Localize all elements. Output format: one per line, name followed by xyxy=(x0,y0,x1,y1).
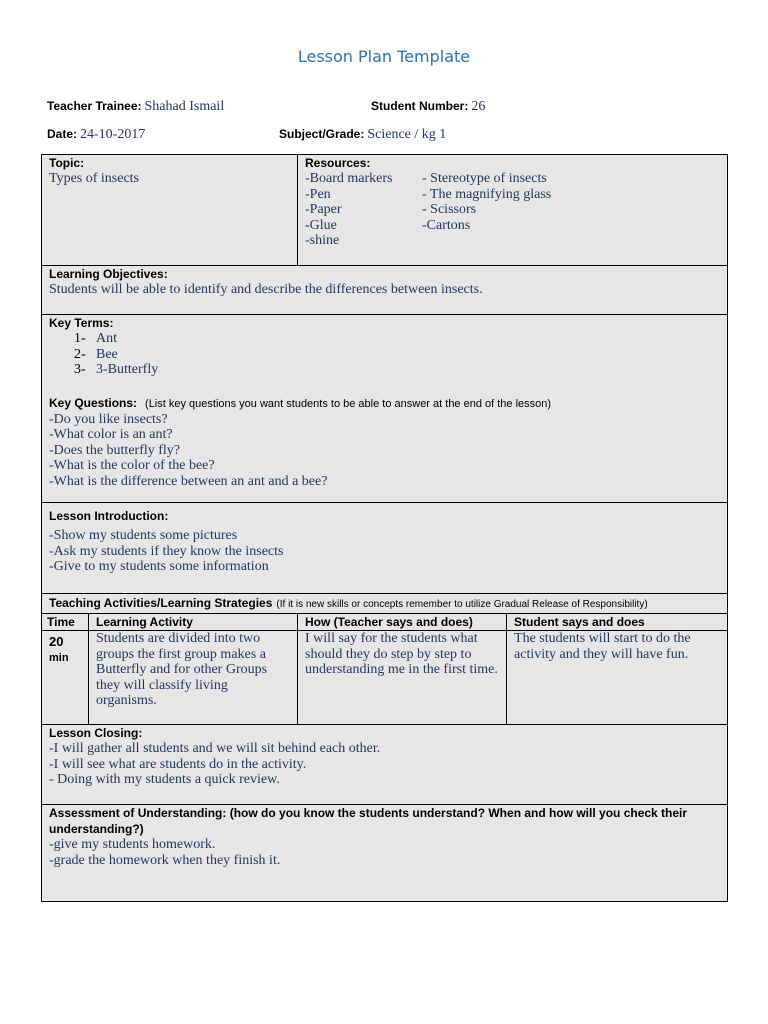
closing-item: -I will gather all students and we will sit behind each other. xyxy=(49,741,381,756)
key-term-number: 3- xyxy=(74,362,86,377)
key-term-text: 3-Butterfly xyxy=(96,362,159,377)
activities-label: Teaching Activities/Learning Strategies xyxy=(49,596,273,610)
resource-row xyxy=(305,218,720,234)
key-question-item: -What color is an ant? xyxy=(49,427,173,442)
resource-item: -Board markers xyxy=(305,171,393,186)
assessment-list xyxy=(49,837,720,868)
column-header-learning-activity: Learning Activity xyxy=(89,614,298,631)
assessment-cell xyxy=(42,805,728,902)
resource-row xyxy=(305,171,720,187)
introduction-label: Lesson Introduction: xyxy=(49,509,169,523)
key-questions-note: (List key questions you want students to be able to answer at the end of the lesson) xyxy=(145,397,552,410)
topic-cell xyxy=(42,155,298,266)
page-title: Lesson Plan Template xyxy=(297,47,471,66)
key-question-item: -What is the difference between an ant and a bee? xyxy=(49,473,328,489)
student-activity-cell: The students will start to do the activity and they will have fun. xyxy=(507,631,728,725)
student-number-label: Student Number: xyxy=(371,99,469,113)
introduction-row xyxy=(42,503,728,594)
key-term-text: Bee xyxy=(96,346,118,362)
topic-value: Types of insects xyxy=(49,171,140,186)
closing-cell xyxy=(42,725,728,805)
introduction-item: -Show my students some pictures xyxy=(49,528,238,543)
resource-item: -Paper xyxy=(305,202,342,217)
resource-item: - Scissors xyxy=(422,202,477,217)
closing-list xyxy=(49,741,720,788)
resources-cell xyxy=(298,155,728,266)
topic-label: Topic: xyxy=(49,156,85,170)
key-term-number: 1- xyxy=(74,331,86,346)
activities-note: (If it is new skills or concepts remember to utilize Gradual Release of Responsibility) xyxy=(276,599,648,610)
introduction-item: -Ask my students if they know the insects xyxy=(49,543,284,559)
student-number-value: 26 xyxy=(471,99,486,114)
key-question-item: -What is the color of the bee? xyxy=(49,458,215,473)
key-questions-list xyxy=(49,412,720,490)
key-term-item xyxy=(74,331,720,347)
activities-row xyxy=(42,631,728,725)
key-question-item: -Does the butterfly fly? xyxy=(49,442,181,458)
column-header-time: Time xyxy=(42,614,89,631)
objectives-label: Learning Objectives: xyxy=(49,267,168,281)
key-terms-label: Key Terms: xyxy=(49,316,114,330)
key-term-text: Ant xyxy=(96,331,117,346)
column-header-student: Student says and does xyxy=(507,614,728,631)
key-question-item: -Do you like insects? xyxy=(49,411,168,427)
resource-row xyxy=(305,233,720,249)
resources-label: Resources: xyxy=(305,156,371,170)
teacher-trainee-value: Shahad Ismail xyxy=(144,99,225,114)
key-terms-cell xyxy=(42,315,728,503)
resource-item: - The magnifying glass xyxy=(422,186,552,202)
key-term-number: 2- xyxy=(74,346,86,362)
date-label: Date: xyxy=(47,127,78,141)
closing-label: Lesson Closing: xyxy=(49,726,143,740)
key-questions-label: Key Questions: xyxy=(49,395,138,410)
activities-columns-row xyxy=(42,614,728,631)
teacher-trainee-field xyxy=(47,99,224,115)
introduction-item: -Give to my students some information xyxy=(49,559,269,574)
closing-item: -I will see what are students do in the activity. xyxy=(49,756,307,772)
student-number-field xyxy=(371,99,485,115)
activity-time-unit: min xyxy=(49,652,69,664)
resources-list xyxy=(305,171,720,249)
subject-grade-field xyxy=(279,127,446,143)
key-questions-heading xyxy=(49,394,720,412)
resource-item: - Stereotype of insects xyxy=(422,171,547,186)
activity-time-value: 20 xyxy=(49,634,64,649)
resource-item: -Pen xyxy=(305,186,331,202)
resource-item: -shine xyxy=(305,233,340,248)
resource-row xyxy=(305,202,720,218)
resource-item: -Glue xyxy=(305,217,337,233)
subject-grade-label: Subject/Grade: xyxy=(279,127,365,141)
resource-item: -Cartons xyxy=(422,217,471,233)
introduction-list xyxy=(49,528,720,575)
teacher-trainee-label: Teacher Trainee: xyxy=(47,99,142,113)
objectives-text: Students will be able to identify and describe the differences between insects. xyxy=(49,282,483,297)
activity-time-cell xyxy=(42,631,89,725)
teacher-activity-cell: I will say for the students what should they do step by step to understanding me in the first time. xyxy=(298,631,507,725)
activities-heading-cell xyxy=(42,594,728,614)
assessment-item: -grade the homework when they finish it. xyxy=(49,852,281,868)
assessment-row xyxy=(42,805,728,902)
topic-resources-row xyxy=(42,155,728,266)
key-term-item xyxy=(74,362,720,378)
key-term-item xyxy=(74,347,720,363)
objectives-row xyxy=(42,266,728,315)
learning-activity-cell: Students are divided into two groups the first group makes a Butterfly and for other Groups they will classify living organisms. xyxy=(89,631,298,725)
introduction-cell xyxy=(42,503,728,594)
closing-item: - Doing with my students a quick review. xyxy=(49,772,280,787)
assessment-label: Assessment of Understanding: (how do you know the students understand? When and how will you check their understanding?) xyxy=(49,806,688,836)
key-terms-row xyxy=(42,315,728,503)
key-terms-list xyxy=(49,331,720,378)
objectives-cell xyxy=(42,266,728,315)
column-header-teacher: How (Teacher says and does) xyxy=(298,614,507,631)
activities-heading-row xyxy=(42,594,728,614)
date-value: 24-10-2017 xyxy=(80,127,146,142)
resource-row xyxy=(305,187,720,203)
lesson-plan-table xyxy=(41,154,728,902)
subject-grade-value: Science / kg 1 xyxy=(367,127,447,142)
date-field xyxy=(47,127,145,143)
assessment-item: -give my students homework. xyxy=(49,837,216,852)
closing-row xyxy=(42,725,728,805)
